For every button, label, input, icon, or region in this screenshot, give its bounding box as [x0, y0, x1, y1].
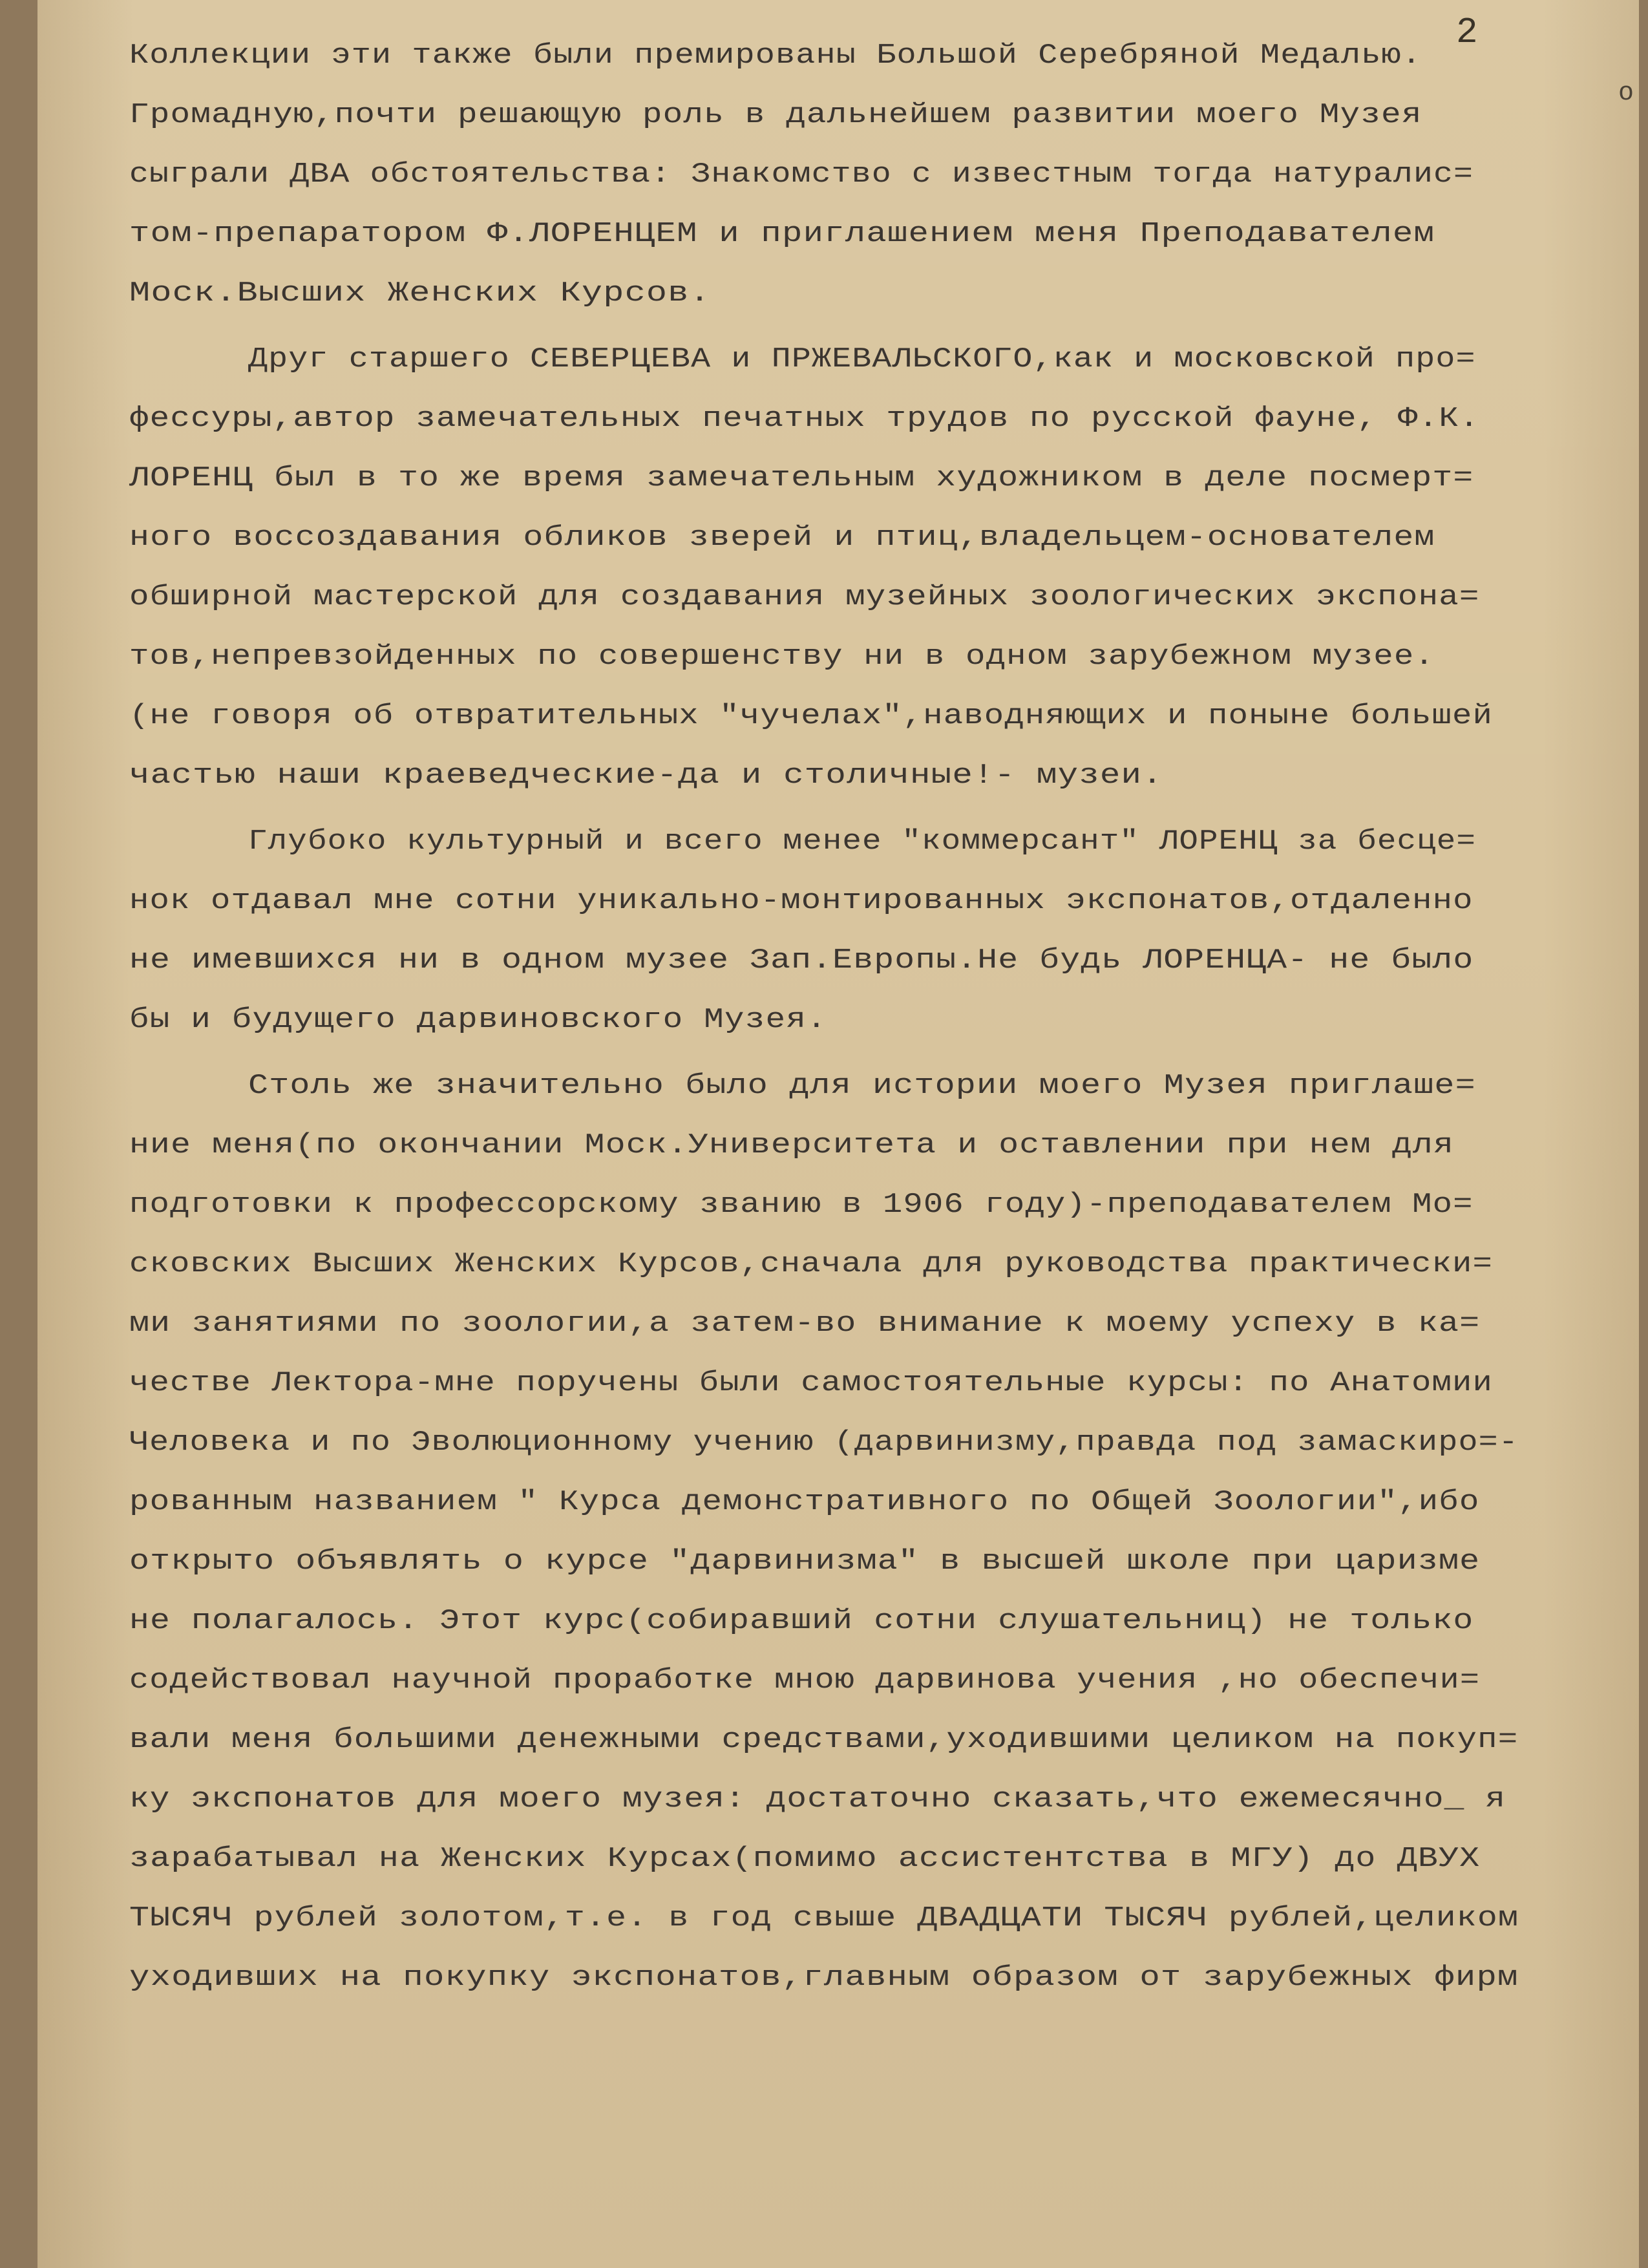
typewritten-text — [37, 0, 1639, 2268]
text-line: сыграли ДВА обстоятельства: Знакомство с известным тогда натуралис= — [129, 158, 1474, 191]
text-line: тов,непревзойденных по совершенству ни в одном зарубежном музее. — [129, 641, 1435, 673]
text-line: зарабатывал на Женских Курсах(помимо ассистентства в МГУ) до ДВУХ — [129, 1843, 1481, 1875]
text-line: Человека и по Эволюционному учению (дарвинизму,правда под замаскиро=- — [129, 1426, 1519, 1459]
text-line: вали меня большими денежными средствами,уходившими целиком на покуп= — [129, 1724, 1519, 1756]
text-line: нок отдавал мне сотни уникально-монтированных экспонатов,отдаленно — [129, 885, 1474, 917]
text-line: ТЫСЯЧ рублей золотом,т.е. в год свыше ДВАДЦАТИ ТЫСЯЧ рублей,целиком — [129, 1902, 1519, 1934]
text-line: Глубоко культурный и всего менее "коммерсант" ЛОРЕНЦ за бесце= — [248, 825, 1477, 858]
text-line: не имевшихся ни в одном музее Зап.Европы.Не будь ЛОРЕНЦА- не было — [129, 944, 1474, 977]
text-line: том-препаратором Ф.ЛОРЕНЦЕМ и приглашением меня Преподавателем — [129, 218, 1435, 250]
text-line: Друг старшего СЕВЕРЦЕВА и ПРЖЕВАЛЬСКОГО,как и московской про= — [248, 343, 1476, 376]
text-line: Коллекции эти также были премированы Большой Серебряной Медалью. — [129, 39, 1422, 72]
text-line: рованным названием " Курса демонстративного по Общей Зоологии",ибо — [129, 1486, 1480, 1518]
text-line: открыто объявлять о курсе "дарвинизма" в высшей школе при царизме — [129, 1545, 1481, 1578]
margin-mark: о — [1618, 79, 1634, 108]
text-line: фессуры,автор замечательных печатных трудов по русской фауне, Ф.К. — [129, 403, 1480, 435]
text-line: Моск.Высших Женских Курсов. — [129, 277, 711, 310]
text-line: честве Лектора-мне поручены были самостоятельные курсы: по Анатомии — [129, 1367, 1494, 1399]
text-line: ЛОРЕНЦ был в то же время замечательным художником в деле посмерт= — [129, 462, 1474, 494]
text-line: ми занятиями по зоологии,а затем-во внимание к моему успеху в ка= — [129, 1308, 1481, 1340]
text-line: обширной мастерской для создавания музейных зоологических экспона= — [129, 581, 1480, 613]
document-page — [37, 0, 1639, 2268]
text-line: не полагалось. Этот курс(собиравший сотни слушательниц) не только — [129, 1605, 1474, 1637]
text-line: бы и будущего дарвиновского Музея. — [129, 1004, 827, 1036]
text-line: Громадную,почти решающую роль в дальнейшем развитии моего Музея — [129, 99, 1422, 131]
text-line: ного воссоздавания обликов зверей и птиц,владельцем-основателем — [129, 522, 1435, 554]
text-line: Столь же значительно было для истории моего Музея приглаше= — [248, 1070, 1476, 1102]
text-line: ние меня(по окончании Моск.Университета и оставлении при нем для — [129, 1129, 1454, 1161]
text-line: уходивших на покупку экспонатов,главным образом от зарубежных фирм — [129, 1962, 1519, 1994]
text-line: (не говоря об отвратительных "чучелах",наводняющих и поныне большей — [129, 700, 1494, 732]
text-line: подготовки к профессорскому званию в 1906 году)-преподавателем Мо= — [129, 1189, 1474, 1221]
text-line: сковских Высших Женских Курсов,сначала для руководства практически= — [129, 1248, 1494, 1280]
page-number: 2 — [1456, 12, 1478, 53]
text-line: содействовал научной проработке мною дарвинова учения ,но обеспечи= — [129, 1664, 1481, 1697]
text-line: ку экспонатов для моего музея: достаточно сказать,что ежемесячно_ я — [129, 1783, 1506, 1816]
text-line: частью наши краеведческие-да и столичные!- музеи. — [129, 759, 1163, 792]
